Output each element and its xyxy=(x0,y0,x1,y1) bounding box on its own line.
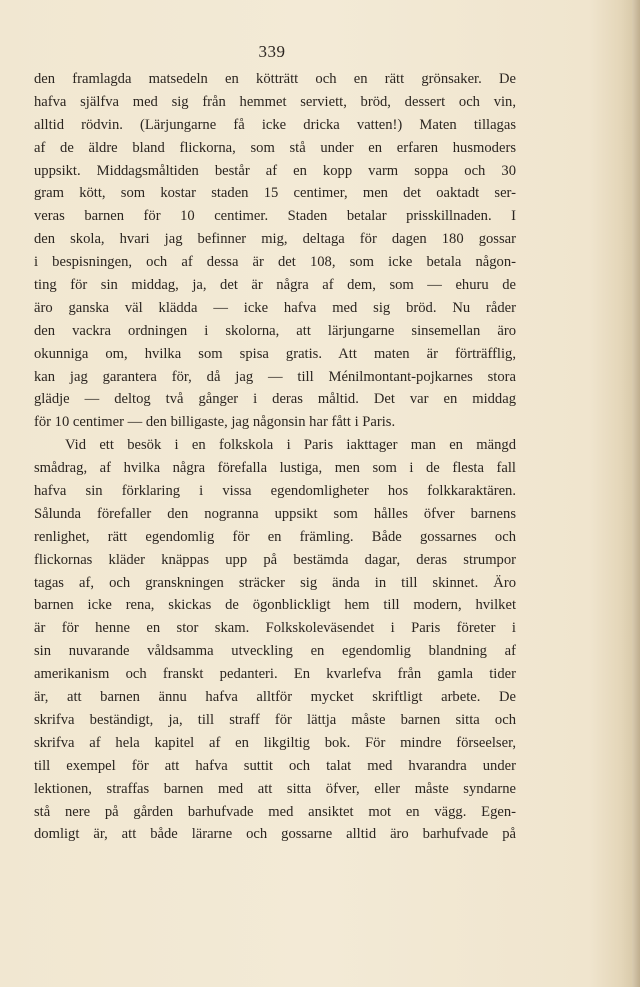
text-line: Vid ett besök i en folkskola i Paris iakttager man en mängd xyxy=(65,437,516,454)
text-line: för 10 centimer — den billigaste, jag någonsin har fått i Paris. xyxy=(34,414,396,431)
text-line: domligt är, att både lärarne och gossarne alltid äro barhufvade på xyxy=(34,826,516,843)
text-line: i bespisningen, och af dessa är det 108, som icke betala någon- xyxy=(34,254,516,271)
text-line: ting för sin middag, ja, det är några af dem, som — ehuru de xyxy=(34,277,516,294)
text-line: af de äldre bland flickorna, som stå under en erfaren husmoders xyxy=(34,139,516,156)
text-line: alltid rödvin. (Lärjungarne få icke dricka vatten!) Maten tillagas xyxy=(34,116,516,133)
text-line: lektionen, straffas barnen med att sitta öfver, eller måste syndarne xyxy=(34,780,516,797)
text-line: veras barnen för 10 centimer. Staden betalar prisskillnaden. I xyxy=(34,208,516,225)
text-line: hafva själfva med sig från hemmet serviett, bröd, dessert och vin, xyxy=(34,93,516,110)
text-line: är, att barnen ännu hafva alltför mycket skriftligt arbete. De xyxy=(34,689,516,706)
text-line: hafva sin förklaring i vissa egendomligheter hos folkkaraktären. xyxy=(34,483,516,500)
text-line: stå nere på gården barhufvade med ansiktet mot en vägg. Egen- xyxy=(34,803,516,820)
text-line: tagas af, och granskningen sträcker sig ända in till skinnet. Äro xyxy=(34,574,516,591)
text-line: gram kött, som kostar staden 15 centimer, men det oaktadt ser- xyxy=(34,185,516,202)
text-line: den vackra ordningen i skolorna, att lärjungarne sinsemellan äro xyxy=(34,322,516,339)
text-line: renlighet, rätt egendomlig för en främling. Både gossarnes och xyxy=(34,528,516,545)
text-line: är för henne en stor skam. Folkskoleväsendet i Paris företer i xyxy=(34,620,516,637)
text-line: smådrag, af hvilka några förefalla lustiga, men som i de flesta fall xyxy=(34,460,516,477)
text-line: barnen icke rena, skickas de ögonblickligt hem till modern, hvilket xyxy=(34,597,516,614)
text-line: glädje — deltog två gånger i deras måltid. Det var en middag xyxy=(34,391,516,408)
text-line: kan jag garantera för, då jag — till Ménilmontant-pojkarnes stora xyxy=(34,368,516,385)
page-edge xyxy=(632,0,640,987)
text-line: sin nuvarande våldsamma utveckling en egendomlig blandning af xyxy=(34,643,516,660)
page-number: 339 xyxy=(258,42,286,61)
text-line: okunniga om, hvilka som spisa gratis. Att maten är förträfflig, xyxy=(34,345,516,362)
body-text xyxy=(34,68,516,846)
text-line: skrifva beständigt, ja, till straff för lättja måste barnen sitta och xyxy=(34,711,516,728)
text-line: uppsikt. Middagsmåltiden består af en kopp varm soppa och 30 xyxy=(34,162,516,179)
text-line: äro ganska väl klädda — icke hafva med sig bröd. Nu råder xyxy=(34,299,516,316)
text-line: skrifva af hela kapitel af en likgiltig bok. För mindre förseelser, xyxy=(34,734,516,751)
text-line: den framlagda matsedeln en kötträtt och en rätt grönsaker. De xyxy=(34,71,516,87)
text-line: flickornas kläder knäppas upp på bestämda dagar, deras strumpor xyxy=(34,551,516,568)
text-line: den skola, hvari jag befinner mig, deltaga för dagen 180 gossar xyxy=(34,231,516,248)
text-line: Sålunda förefaller den nogranna uppsikt som hålles öfver barnens xyxy=(34,505,516,522)
text-line: amerikanism och franskt pedanteri. En kvarlefva från gamla tider xyxy=(34,666,516,683)
text-line: till exempel för att hafva suttit och talat med hvarandra under xyxy=(34,757,516,774)
